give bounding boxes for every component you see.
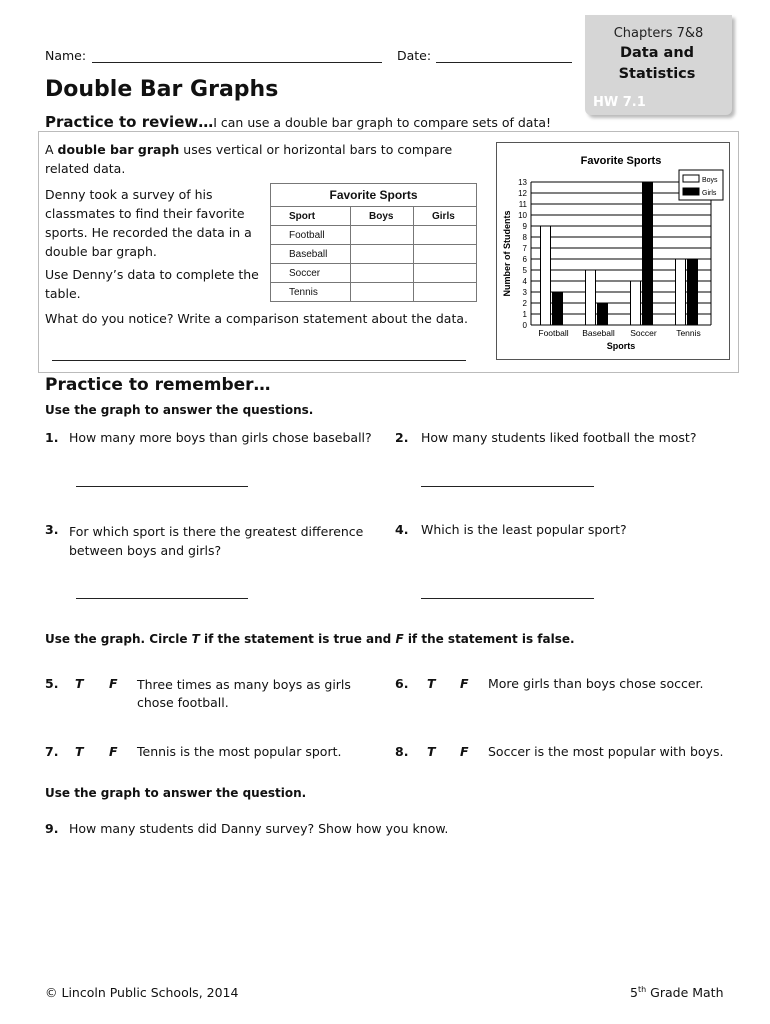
grade-label [630,985,724,1000]
tf-statement: Tennis is the most popular sport. [137,744,342,759]
table-row-sport: Tennis [271,283,351,302]
y-tick-label: 1 [522,310,527,319]
table-header-boys: Boys [351,207,414,226]
tf-number: 8. [395,744,409,759]
def-pre: A [45,142,58,157]
chapter-tab [585,15,732,115]
question-9: 9. [45,821,59,836]
table-cell-boys[interactable] [351,226,414,245]
table-header-girls: Girls [414,207,477,226]
false-option[interactable]: F [109,676,118,691]
legend-label: Boys [702,177,718,184]
chart-title: Favorite Sports [580,155,662,167]
bar-boys [586,270,596,325]
y-tick-label: 9 [522,222,527,231]
table-cell-girls[interactable] [414,283,477,302]
legend-label: Girls [702,190,717,197]
y-tick-label: 12 [518,189,527,198]
legend-swatch-girls [683,188,699,195]
y-tick-label: 2 [522,299,527,308]
tf-number: 7. [45,744,59,759]
y-tick-label: 4 [522,277,527,286]
true-option[interactable]: T [75,676,84,691]
question-3-text: For which sport is there the greatest difference between boys and girls? [69,524,364,558]
x-tick-label: Football [538,328,569,338]
table-cell-girls[interactable] [414,226,477,245]
bar-boys [631,281,641,325]
answer-line-3[interactable] [76,598,248,599]
question-4: 4. [395,522,409,537]
question-2-text: How many students liked football the most? [421,430,697,445]
y-tick-label: 11 [518,200,527,209]
review-objective: I can use a double bar graph to compare sets of data! [213,115,552,130]
survey-text: Denny took a survey of his classmates to find their favorite sports. He recorded the data in a double bar graph. [45,187,252,259]
instruction-2 [45,632,575,646]
question-1: 1. [45,430,59,445]
question-4-text: Which is the least popular sport? [421,522,627,537]
def-term: double bar graph [57,142,180,157]
table-cell-boys[interactable] [351,283,414,302]
answer-line-4[interactable] [421,598,594,599]
question-2: 2. [395,430,409,445]
table-cell-boys[interactable] [351,245,414,264]
instr2-part-a: Use the graph. Circle [45,632,192,646]
tf-statement: More girls than boys chose soccer. [488,676,704,691]
answer-line-1[interactable] [76,486,248,487]
grade-suffix: th [637,985,647,994]
bar-girls [598,303,608,325]
false-option[interactable]: F [460,744,469,759]
remember-heading: Practice to remember… [45,375,271,395]
x-tick-label: Baseball [582,328,615,338]
x-axis-label: Sports [606,341,636,351]
table-header-sport: Sport [271,207,351,226]
answer-line-2[interactable] [421,486,594,487]
table-row-sport: Football [271,226,351,245]
y-tick-label: 5 [522,266,527,275]
table-cell-girls[interactable] [414,264,477,283]
question-9-text: How many students did Danny survey? Show how you know. [69,821,449,836]
true-option[interactable]: T [75,744,84,759]
y-tick-label: 7 [522,244,527,253]
use-data-text: Use Denny’s data to complete the table. [45,267,259,301]
date-field[interactable] [436,62,572,63]
name-field[interactable] [92,62,382,63]
table-cell-boys[interactable] [351,264,414,283]
bar-girls [553,292,563,325]
true-option[interactable]: T [427,676,436,691]
table-row-sport: Baseball [271,245,351,264]
bar-girls [688,259,698,325]
bar-boys [541,226,551,325]
topic-label: Data and Statistics [618,45,696,82]
instruction-3: Use the graph to answer the question. [45,786,307,800]
tf-number: 6. [395,676,409,691]
favorite-sports-table [270,183,477,302]
instr2-t: T [191,632,200,646]
review-heading-line [45,113,551,131]
notice-text: What do you notice? Write a comparison statement about the data. [45,311,468,326]
x-tick-label: Tennis [676,328,701,338]
question-3: 3. [45,522,59,537]
y-tick-label: 6 [522,255,527,264]
homework-label: HW 7.1 [593,95,646,110]
table-row-sport: Soccer [271,264,351,283]
instr2-part-c: if the statement is false. [403,632,575,646]
table-cell-girls[interactable] [414,245,477,264]
y-tick-label: 3 [522,288,527,297]
table-title: Favorite Sports [271,184,477,207]
y-tick-label: 0 [522,321,527,330]
question-1-text: How many more boys than girls chose baseball? [69,430,372,445]
bar-girls [643,182,653,325]
true-option[interactable]: T [427,744,436,759]
x-tick-label: Soccer [630,328,657,338]
copyright: © Lincoln Public Schools, 2014 [45,985,239,1000]
false-option[interactable]: F [460,676,469,691]
false-option[interactable]: F [109,744,118,759]
tf-statement: Three times as many boys as girls chose football. [137,677,351,710]
comparison-answer-line[interactable] [52,360,466,361]
grade-number: 5 [630,985,638,1001]
y-axis-label: Number of Students [502,210,512,297]
definition-text [45,140,485,178]
instruction-1: Use the graph to answer the questions. [45,403,314,417]
instr2-part-b: if the statement is true and [199,632,396,646]
y-tick-label: 10 [518,211,527,220]
instr2-f: F [395,632,404,646]
chapter-label: Chapters 7&8 [613,26,704,41]
review-heading: Practice to review… [45,113,214,131]
bar-boys [676,259,686,325]
tf-number: 5. [45,676,59,691]
grade-text: Grade Math [646,985,724,1001]
y-tick-label: 8 [522,233,527,242]
name-label: Name: [45,48,87,63]
favorite-sports-chart [496,142,730,360]
y-tick-label: 13 [518,178,527,187]
tf-statement: Soccer is the most popular with boys. [488,744,724,759]
page-title: Double Bar Graphs [45,77,279,102]
date-label: Date: [397,48,432,63]
legend-swatch-boys [683,175,699,182]
def-post: uses vertical or horizontal bars to compare related data. [45,142,453,176]
